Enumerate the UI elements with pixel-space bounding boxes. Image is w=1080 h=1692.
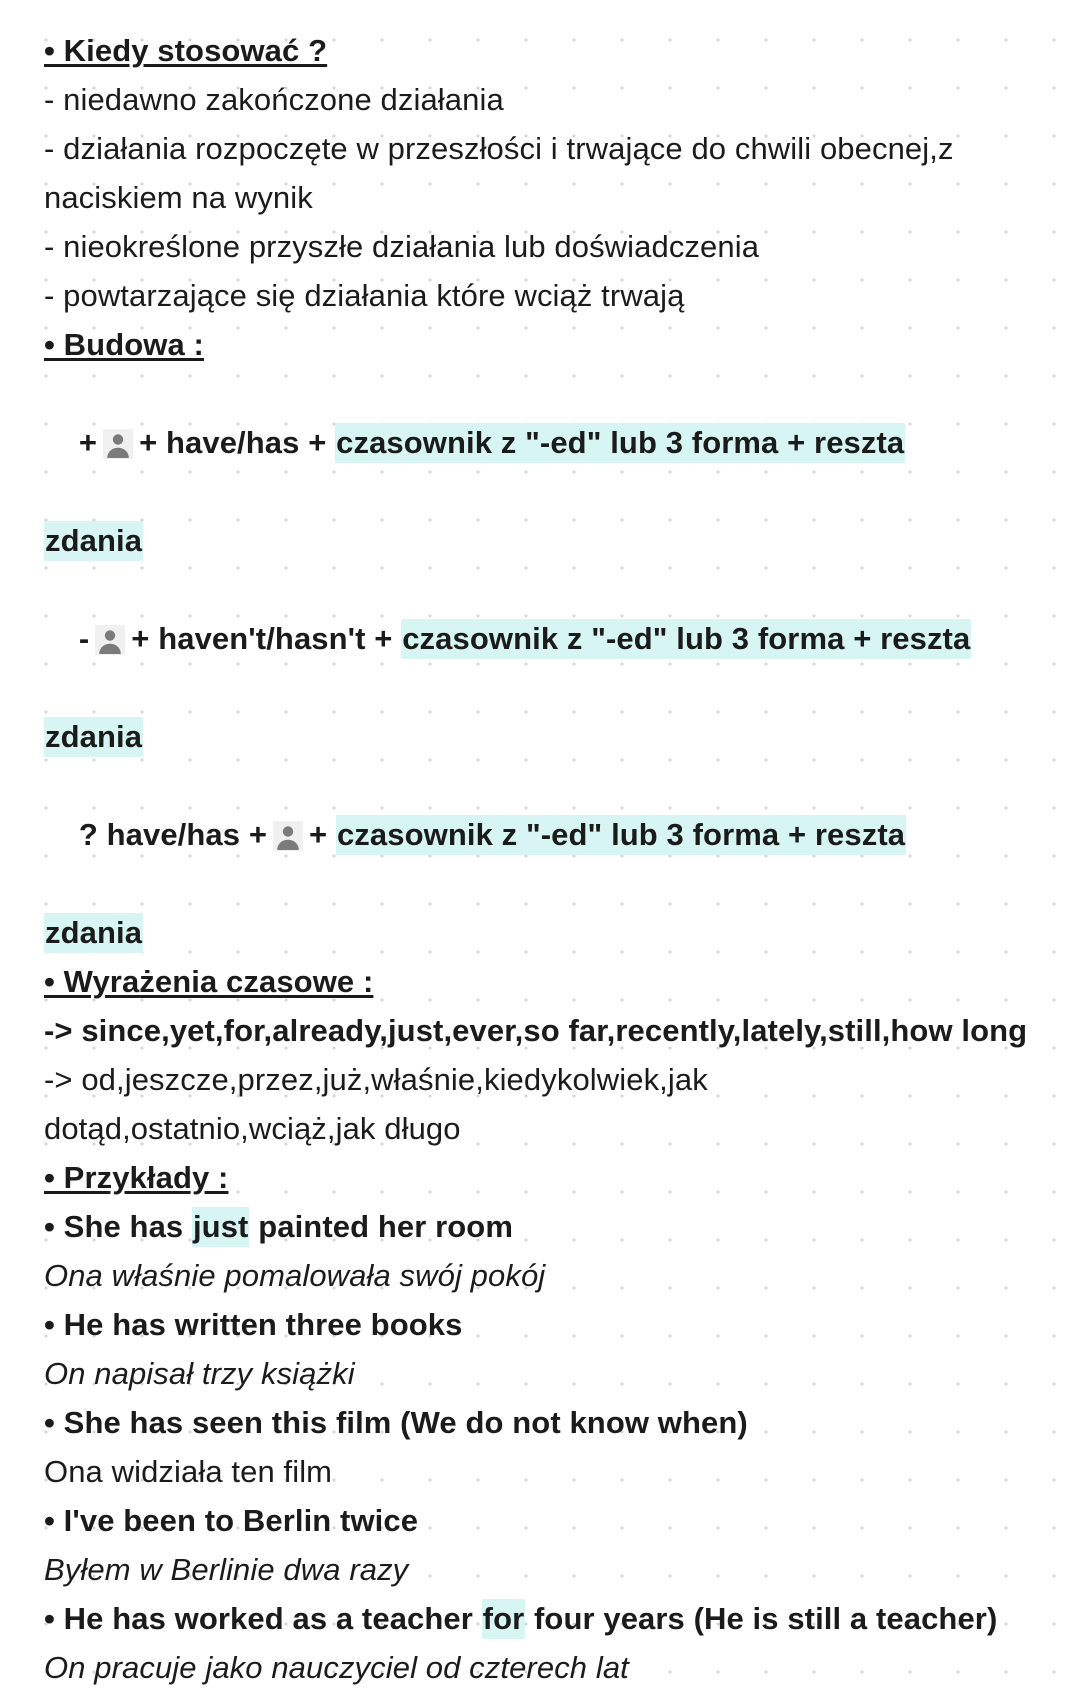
example-text-suffix: painted her room: [249, 1209, 513, 1244]
example-text-prefix: • He has worked as a teacher: [44, 1601, 482, 1636]
example-text-prefix: • She has: [44, 1209, 192, 1244]
formula-question-wrap: [44, 908, 1040, 957]
formula-highlight: czasownik z "-ed" lub 3 forma + reszta: [336, 815, 906, 855]
example-sentence: [44, 1202, 1040, 1251]
example-highlight: just: [192, 1207, 250, 1247]
time-expressions-polish: -> od,jeszcze,przez,już,właśnie,kiedykolwiek,jak dotąd,ostatnio,wciąż,jak długo: [44, 1062, 717, 1146]
section-heading-przyklady: [44, 1153, 1040, 1202]
person-icon: [95, 625, 125, 655]
formula-sign: -: [78, 621, 90, 656]
formula-plus: +: [309, 817, 328, 852]
example-translation: Ona widziała ten film: [44, 1454, 333, 1489]
list-item: - działania rozpoczęte w przeszłości i trwające do chwili obecnej,z naciskiem na wynik: [44, 131, 963, 215]
section-heading-text: • Przykłady :: [44, 1160, 229, 1195]
example-sentence: [44, 1594, 1040, 1643]
formula-affirmative-wrap: [44, 516, 1040, 565]
example-text-suffix: four years (He is still a teacher): [525, 1601, 998, 1636]
formula-sign: +: [78, 425, 98, 460]
example-sentence: • He has written three books: [44, 1307, 463, 1342]
example-highlight: for: [482, 1599, 526, 1639]
formula-have-has: + have/has +: [139, 425, 327, 460]
section-heading-budowa: [44, 320, 1040, 369]
formula-have-has: have/has +: [106, 817, 268, 852]
example-sentence: • I've been to Berlin twice: [44, 1503, 419, 1538]
example-translation: On pracuje jako nauczyciel od czterech lat: [44, 1650, 629, 1685]
person-icon: [273, 821, 303, 851]
formula-sign: ?: [78, 817, 98, 852]
section-heading-kiedy-stosowac: [44, 26, 1040, 75]
example-translation: Ona właśnie pomalowała swój pokój: [44, 1258, 546, 1293]
example-translation: On napisał trzy książki: [44, 1356, 355, 1391]
section-heading-text: • Wyrażenia czasowe :: [44, 964, 374, 999]
example-translation: Byłem w Berlinie dwa razy: [44, 1552, 409, 1587]
person-icon: [103, 429, 133, 459]
section-heading-text: • Budowa :: [44, 327, 204, 362]
formula-wrap-text: zdania: [44, 913, 143, 953]
formula-affirmative: [44, 369, 1040, 516]
list-item: - niedawno zakończone działania: [44, 82, 504, 117]
formula-wrap-text: zdania: [44, 521, 143, 561]
formula-havent-hasnt: + haven't/hasn't +: [131, 621, 393, 656]
list-item: - powtarzające się działania które wciąż trwają: [44, 278, 685, 313]
list-item: - nieokreślone przyszłe działania lub doświadczenia: [44, 229, 760, 264]
time-expressions-english: -> since,yet,for,already,just,ever,so far,recently,lately,still,how long: [44, 1013, 1028, 1048]
formula-negative: [44, 565, 1040, 712]
formula-highlight: czasownik z "-ed" lub 3 forma + reszta: [401, 619, 971, 659]
section-heading-text: • Kiedy stosować ?: [44, 33, 328, 68]
formula-negative-wrap: [44, 712, 1040, 761]
formula-wrap-text: zdania: [44, 717, 143, 757]
formula-highlight: czasownik z "-ed" lub 3 forma + reszta: [335, 423, 905, 463]
formula-question: [44, 761, 1040, 908]
section-heading-wyrazenia-czasowe: [44, 957, 1040, 1006]
example-sentence: • She has seen this film (We do not know when): [44, 1405, 748, 1440]
